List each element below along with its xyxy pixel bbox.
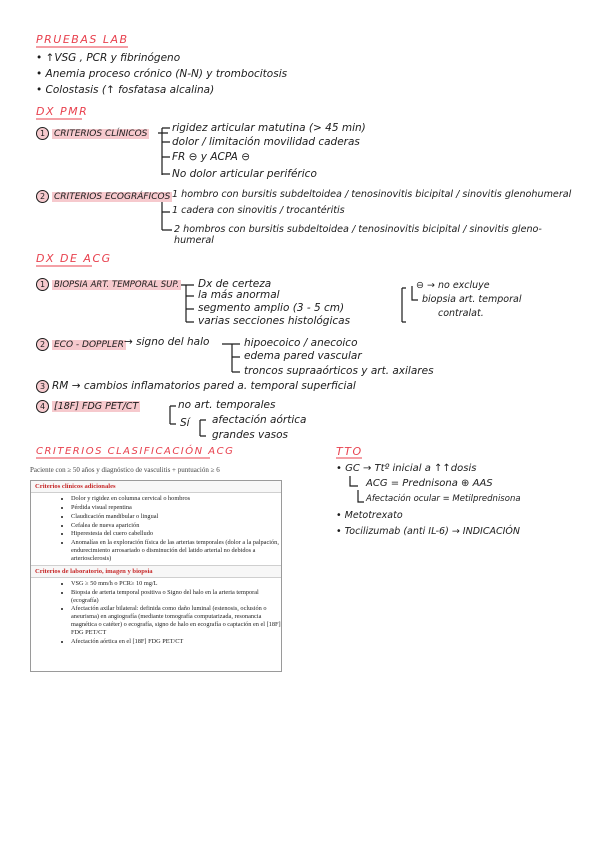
pruebas-item-3: • Colostasis (↑ fosfatasa alcalina): [36, 84, 215, 96]
list-item: • Cefalea de nueva aparición: [71, 522, 281, 530]
biopsia-right-3: contralat.: [438, 308, 484, 319]
biopsia-text: BIOPSIA ART. TEMPORAL SUP.: [54, 280, 180, 290]
pet-no: no art. temporales: [178, 399, 276, 411]
criteria-subtitle: Paciente con ≥ 50 años y diagnóstico de vasculitis + puntuación ≥ 6: [30, 466, 220, 474]
clinical-criteria-list: [31, 495, 281, 563]
pet-si-1: afectación aórtica: [212, 414, 307, 426]
biopsia-right-1: ⊖ → no excluye: [416, 280, 490, 291]
list-item: • Pérdida visual repentina: [71, 504, 281, 512]
biopsia-item-3: segmento amplio (3 - 5 cm): [198, 302, 345, 314]
biopsia-item-1: Dx de certeza: [198, 278, 272, 290]
ttto-mtx: • Metotrexato: [336, 510, 403, 521]
list-item: • Afectación axilar bilateral: definida como daño luminal (estenosis, oclusión o aneurisma) en angiografía (mediante tomografía computarizada, resonancia magnética o catéter) o ecografía, signo de halo en ecografía o captación en el [18F] FDG PET/CT: [71, 605, 281, 636]
section-title-dx-acg: DX DE ACG: [36, 252, 112, 265]
list-item: • Claudicación mandibular o lingual: [71, 513, 281, 521]
pet-si-2: grandes vasos: [212, 429, 289, 441]
crit-clinicos-item-4: No dolor articular periférico: [172, 168, 317, 180]
section-title-dx-pmr: DX PMR: [36, 105, 89, 118]
number-circle: 2: [36, 338, 49, 351]
doppler-text: ECO - DOPPLER: [54, 340, 124, 350]
biopsia-label: [36, 278, 181, 291]
lab-criteria-list: [31, 580, 281, 646]
biopsia-item-4: varias secciones histológicas: [198, 315, 351, 327]
crit-eco-line-3: 2 hombros con bursitis subdeltoidea / tenosinovitis bicipital / sinovitis gleno-humeral: [174, 224, 542, 246]
doppler-item-1: hipoecoico / anecoico: [244, 337, 358, 349]
doppler-item-3: troncos supraaórticos y art. axilares: [244, 365, 434, 377]
clinical-criteria-header: Criterios clínicos adicionales: [31, 481, 281, 493]
list-item: • Dolor y rigidez en columna cervical o hombros: [71, 495, 281, 503]
rm-line: [36, 380, 356, 393]
pruebas-item-2: • Anemia proceso crónico (N-N) y trombocitosis: [36, 68, 288, 80]
list-item: • VSG ≥ 50 mm/h o PCR≥ 10 mg/L: [71, 580, 281, 588]
crit-eco-text: CRITERIOS ECOGRÁFICOS: [54, 192, 171, 202]
crit-eco-line-2: 1 cadera con sinovitis / trocantéritis: [172, 205, 345, 216]
crit-clinicos-item-2: dolor / limitación movilidad caderas: [172, 136, 360, 148]
criteria-table: [30, 480, 282, 672]
section-title-ttto: TTO: [336, 445, 363, 458]
pet-text: [18F] FDG PET/CT: [54, 401, 139, 412]
section-title-pruebas: PRUEBAS LAB: [36, 33, 129, 46]
crit-clinicos-item-1: rigidez articular matutina (> 45 min): [172, 122, 366, 134]
list-item: • Anomalías en la exploración física de las arterias temporales (dolor a la palpación, endurecimiento arrosariado o disminución del latido arterial no debidos a arteriosclerosis): [71, 539, 281, 563]
crit-clinicos-item-3: FR ⊖ y ACPA ⊖: [172, 151, 251, 163]
list-item: • Afectación aórtica en el [18F] FDG PET/CT: [71, 638, 281, 646]
number-circle: 1: [36, 127, 49, 140]
number-circle: 2: [36, 190, 49, 203]
crit-clinicos-text: CRITERIOS CLÍNICOS: [54, 129, 148, 139]
ttto-toci: • Tocilizumab (anti IL-6) → INDICACIÓN: [336, 526, 520, 537]
doppler-item-2: edema pared vascular: [244, 350, 362, 362]
rm-text: RM → cambios inflamatorios pared a. temporal superficial: [52, 380, 356, 392]
lab-criteria-header: Criterios de laboratorio, imagen y biopsia: [31, 565, 281, 578]
ttto-acg: ACG = Prednisona ⊕ AAS: [366, 478, 493, 489]
ttto-gc: • GC → Ttº inicial a ↑↑dosis: [336, 463, 477, 474]
list-item: • Biopsia de arteria temporal positiva o Signo del halo en la arteria temporal (ecografía): [71, 589, 281, 605]
ttto-ocular: Afectación ocular = Metilprednisona: [366, 494, 521, 504]
number-circle: 3: [36, 380, 49, 393]
pet-si: Sí: [180, 417, 190, 429]
pruebas-item-1: • ↑VSG , PCR y fibrinógeno: [36, 52, 181, 64]
doppler-arrow-halo: → signo del halo: [124, 336, 210, 348]
crit-eco-label: [36, 190, 172, 203]
number-circle: 4: [36, 400, 49, 413]
section-title-crit-clas: CRITERIOS CLASIFICACIÓN ACG: [36, 446, 235, 457]
biopsia-item-2: la más anormal: [198, 289, 280, 301]
biopsia-right-2: biopsia art. temporal: [422, 294, 522, 305]
crit-clinicos-label: [36, 127, 149, 140]
pet-label: [36, 400, 140, 413]
crit-eco-line-1: 1 hombro con bursitis subdeltoidea / tenosinovitis bicipital / sinovitis glenohumeral: [172, 189, 572, 200]
number-circle: 1: [36, 278, 49, 291]
doppler-label: [36, 338, 126, 351]
list-item: • Hiperestesia del cuero cabelludo: [71, 530, 281, 538]
